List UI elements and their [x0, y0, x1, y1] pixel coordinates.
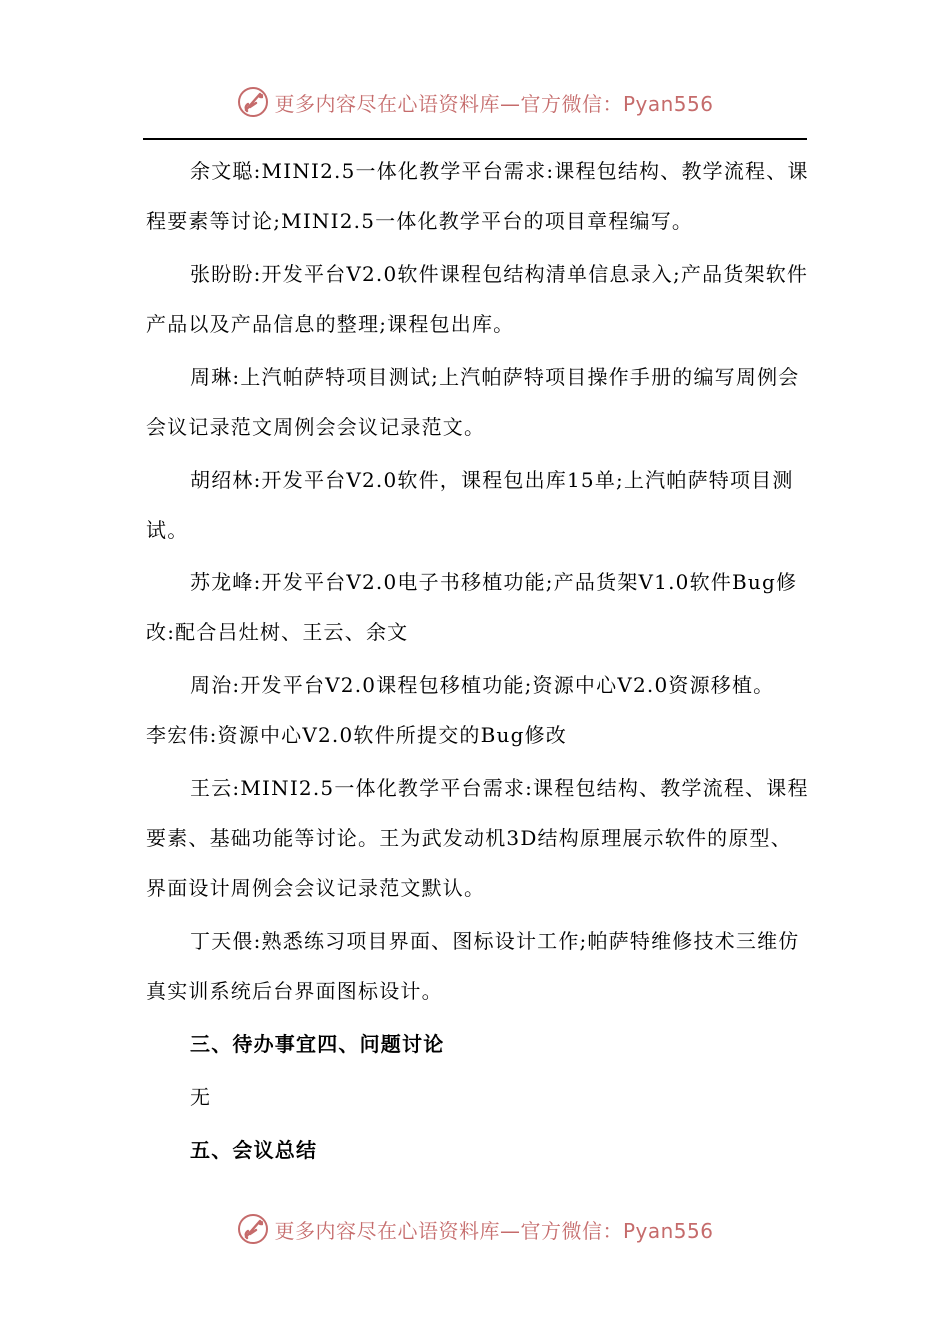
- paragraph-zhang-panpan: 张盼盼:开发平台V2.0软件课程包结构清单信息录入;产品货架软件产品以及产品信息的整理;课程包出库。: [146, 262, 809, 336]
- header-banner-text: 更多内容尽在心语资料库—官方微信：Pyan556: [274, 91, 714, 116]
- quill-pen-logo-icon: [236, 85, 270, 119]
- paragraph-su-longfeng: 苏龙峰:开发平台V2.0电子书移植功能;产品货架V1.0软件Bug修改:配合吕灶树、王云、余文: [146, 570, 798, 644]
- none-text: 无: [190, 1085, 212, 1109]
- footer-banner-text: 更多内容尽在心语资料库—官方微信：Pyan556: [274, 1218, 714, 1243]
- header-divider: [143, 138, 807, 140]
- section-heading-todo-discussion: 三、待办事宜四、问题讨论: [190, 1032, 445, 1056]
- paragraph-zhou-zhi: 周治:开发平台V2.0课程包移植功能;资源中心V2.0资源移植。: [190, 673, 775, 697]
- paragraph-li-hongwei: 李宏伟:资源中心V2.0软件所提交的Bug修改: [146, 723, 567, 747]
- header-banner: [0, 80, 950, 124]
- paragraph-zhou-lin: 周琳:上汽帕萨特项目测试;上汽帕萨特项目操作手册的编写周例会会议记录范文周例会会议记录范文。: [146, 365, 800, 439]
- quill-pen-logo-icon: [236, 1212, 270, 1246]
- paragraph-yu-wencong: 余文聪:MINI2.5一体化教学平台需求:课程包结构、教学流程、课程要素等讨论;MINI2.5一体化教学平台的项目章程编写。: [146, 159, 809, 233]
- section-heading-summary: 五、会议总结: [190, 1138, 318, 1162]
- paragraph-wang-yun: 王云:MINI2.5一体化教学平台需求:课程包结构、教学流程、课程要素、基础功能等讨论。王为武发动机3D结构原理展示软件的原型、界面设计周例会会议记录范文默认。: [146, 776, 809, 900]
- paragraph-ding-tianwei: 丁天偎:熟悉练习项目界面、图标设计工作;帕萨特维修技术三维仿真实训系统后台界面图标设计。: [146, 929, 800, 1003]
- footer-banner: [0, 1207, 950, 1251]
- paragraph-hu-shaolin: 胡绍林:开发平台V2.0软件，课程包出库15单;上汽帕萨特项目测试。: [146, 468, 794, 542]
